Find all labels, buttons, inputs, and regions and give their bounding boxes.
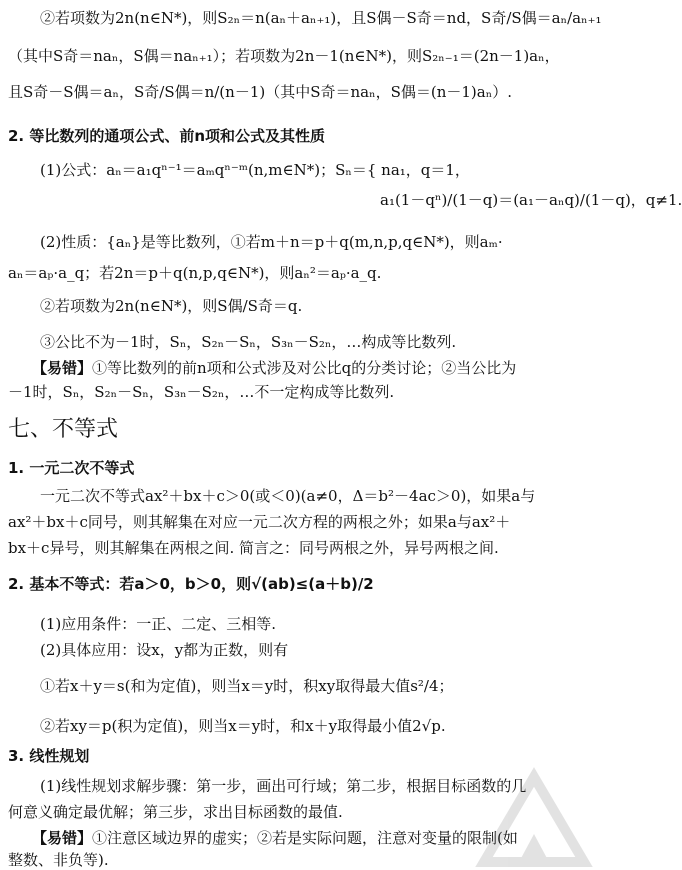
geometric-formula-line1: (1)公式：aₙ＝a₁qⁿ⁻¹＝aₘqⁿ⁻ᵐ(n,m∈N*)；Sₙ＝{ na₁，q＝1， <box>40 161 470 179</box>
section-2-heading-number: 2. <box>8 127 25 145</box>
error-label: 【易错】 <box>32 829 93 847</box>
quadratic-inequality-line3: bx＋c异号，则其解集在两根之间. 简言之：同号两根之外，异号两根之间. <box>8 539 499 557</box>
section-7-1-heading-number: 1. <box>8 459 25 477</box>
section-7-1-heading <box>8 458 134 478</box>
geometric-property-line2: aₙ＝aₚ·a_q；若2n＝p＋q(n,p,q∈N*)，则aₙ²＝aₚ·a_q. <box>8 264 382 282</box>
error-label: 【易错】 <box>32 359 93 377</box>
section-7-1-heading-text: 一元二次不等式 <box>29 459 135 477</box>
section-7-3-heading <box>8 746 89 766</box>
arith-item-2-line3: 且S奇－S偶＝aₙ，S奇/S偶＝n/(n－1)（其中S奇＝naₙ，S偶＝(n－1)aₙ）. <box>8 83 512 101</box>
geometric-property-line3: ②若项数为2n(n∈N*)，则S偶/S奇＝q. <box>40 297 303 315</box>
geometric-error-note-line2: －1时，Sₙ，S₂ₙ－Sₙ，S₃ₙ－S₂ₙ，…不一定构成等比数列. <box>8 383 395 401</box>
section-2-heading <box>8 126 325 146</box>
basic-inequality-line1: (1)应用条件：一正、二定、三相等. <box>40 615 277 633</box>
geometric-formula-line2: a₁(1－qⁿ)/(1－q)＝(a₁－aₙq)/(1－q)，q≠1. <box>380 191 682 209</box>
section-7-3-heading-number: 3. <box>8 747 25 765</box>
geometric-property-line1: (2)性质：{aₙ}是等比数列，①若m＋n＝p＋q(m,n,p,q∈N*)，则aₘ· <box>40 233 503 251</box>
linear-programming-line1: (1)线性规划求解步骤：第一步，画出可行域；第二步，根据目标函数的几 <box>40 777 527 795</box>
basic-inequality-line3: ①若x＋y＝s(和为定值)，则当x＝y时，积xy取得最大值s²/4； <box>40 677 454 695</box>
section-7-2-heading <box>8 574 374 594</box>
linear-programming-line2: 何意义确定最优解；第三步，求出目标函数的最值. <box>8 803 343 821</box>
arith-item-2-line1: ②若项数为2n(n∈N*)，则S₂ₙ＝n(aₙ＋aₙ₊₁)，且S偶－S奇＝nd，S奇/S偶＝aₙ/aₙ₊₁ <box>40 9 602 27</box>
geometric-error-text1: ①等比数列的前n项和公式涉及对公比q的分类讨论；②当公比为 <box>92 359 517 377</box>
section-7-2-heading-number: 2. <box>8 575 25 593</box>
section-7-2-heading-text: 基本不等式：若a＞0，b＞0，则√(ab)≤(a＋b)/2 <box>29 575 374 593</box>
linear-programming-error-line1 <box>32 828 518 848</box>
quadratic-inequality-line1: 一元二次不等式ax²＋bx＋c＞0(或＜0)(a≠0，Δ＝b²－4ac＞0)，如果a与 <box>40 487 536 505</box>
section-7-3-heading-text: 线性规划 <box>29 747 90 765</box>
basic-inequality-line4: ②若xy＝p(积为定值)，则当x＝y时，和x＋y取得最小值2√p. <box>40 717 446 735</box>
geometric-property-line4: ③公比不为－1时，Sₙ，S₂ₙ－Sₙ，S₃ₙ－S₂ₙ，…构成等比数列. <box>40 333 457 351</box>
basic-inequality-line2: (2)具体应用：设x，y都为正数，则有 <box>40 641 289 659</box>
section-2-heading-text: 等比数列的通项公式、前n项和公式及其性质 <box>29 127 326 145</box>
geometric-error-note-line1 <box>32 358 516 378</box>
arith-item-2-line2: （其中S奇＝naₙ，S偶＝naₙ₊₁）；若项数为2n－1(n∈N*)，则S₂ₙ₋₁＝(2n－1)aₙ， <box>8 47 560 65</box>
linear-programming-error-line2: 整数、非负等). <box>8 851 109 869</box>
linear-programming-error-text1: ①注意区域边界的虚实；②若是实际问题，注意对变量的限制(如 <box>92 829 518 847</box>
watermark-logo-icon <box>474 772 594 867</box>
quadratic-inequality-line2: ax²＋bx＋c同号，则其解集在对应一元二次方程的两根之外；如果a与ax²＋ <box>8 513 511 531</box>
section-7-heading: 七、不等式 <box>8 417 119 442</box>
